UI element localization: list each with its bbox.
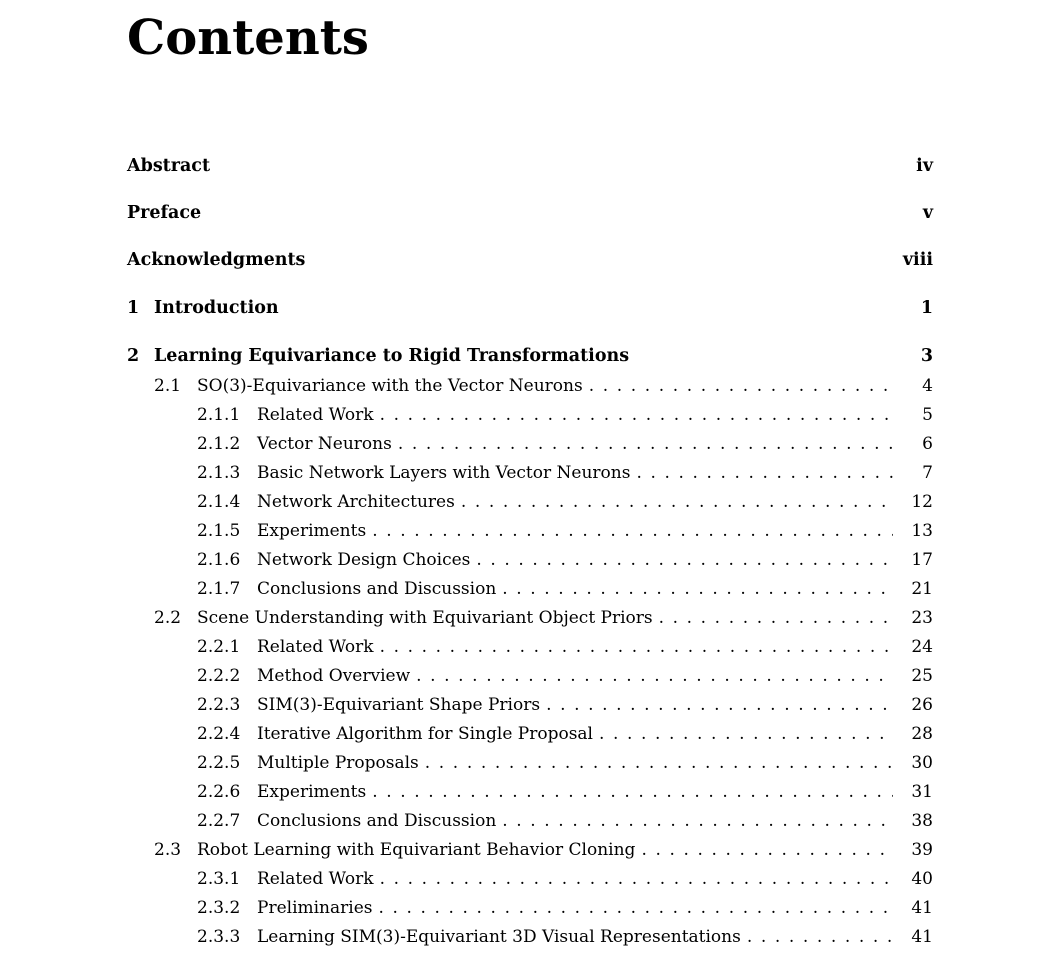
toc-section[interactable] <box>0 608 1063 632</box>
toc-entry-title: Related Work <box>257 637 380 657</box>
toc-subsection[interactable] <box>0 869 1063 893</box>
toc-entry-title-wrap <box>257 637 893 657</box>
toc-entry-page: 6 <box>922 434 933 454</box>
toc-chapter-1[interactable] <box>0 298 1063 322</box>
toc-section[interactable] <box>0 376 1063 400</box>
toc-entry-number: 2.2.4 <box>197 724 241 744</box>
toc-entry-title: Conclusions and Discussion <box>257 811 502 831</box>
toc-chapter-2[interactable] <box>0 346 1063 370</box>
dot-leader <box>502 579 893 599</box>
toc-entry-page: 13 <box>911 521 933 541</box>
toc-entry-page: 21 <box>911 579 933 599</box>
toc-entry-page: 30 <box>911 753 933 773</box>
toc-entry-title: Scene Understanding with Equivariant Object Priors <box>197 608 659 628</box>
toc-entry-number: 2.1.2 <box>197 434 241 454</box>
dot-leader <box>599 724 893 744</box>
dot-leader <box>425 753 893 773</box>
dot-leader <box>636 463 893 483</box>
toc-entry-title: Acknowledgments <box>127 250 306 270</box>
toc-subsection[interactable] <box>0 434 1063 458</box>
toc-chapter-title: Introduction <box>154 298 279 318</box>
toc-entry-title-wrap <box>257 927 893 947</box>
dot-leader <box>641 840 893 860</box>
toc-entry-number: 2.3.1 <box>197 869 241 889</box>
toc-entry-page: 41 <box>911 927 933 947</box>
toc-entry-title: Conclusions and Discussion <box>257 579 502 599</box>
toc-entry-title: SIM(3)-Equivariant Shape Priors <box>257 695 546 715</box>
toc-entry-number: 2.2.6 <box>197 782 241 802</box>
toc-entry-page: 41 <box>911 898 933 918</box>
toc-entry-title-wrap <box>257 405 893 425</box>
toc-entry-page: 4 <box>922 376 933 396</box>
toc-subsection[interactable] <box>0 927 1063 951</box>
toc-entry-number: 2.2.5 <box>197 753 241 773</box>
toc-entry-title-wrap <box>257 811 893 831</box>
toc-entry-number: 2.1.5 <box>197 521 241 541</box>
dot-leader <box>372 782 893 802</box>
toc-entry-page: v <box>922 203 933 223</box>
toc-entry-page: 7 <box>922 463 933 483</box>
toc-entry-page: 23 <box>911 608 933 628</box>
toc-section[interactable] <box>0 840 1063 864</box>
dot-leader <box>416 666 893 686</box>
toc-entry-title: Related Work <box>257 405 380 425</box>
toc-entry-title: Related Work <box>257 869 380 889</box>
toc-entry-number: 2.1.3 <box>197 463 241 483</box>
toc-entry-title-wrap <box>257 463 893 483</box>
toc-entry-title: Basic Network Layers with Vector Neurons <box>257 463 636 483</box>
toc-subsection[interactable] <box>0 550 1063 574</box>
toc-entry-title: Abstract <box>127 156 211 176</box>
toc-subsection[interactable] <box>0 782 1063 806</box>
dot-leader <box>379 898 894 918</box>
toc-entry-number: 2.3.3 <box>197 927 241 947</box>
toc-entry-page: 31 <box>911 782 933 802</box>
toc-subsection[interactable] <box>0 811 1063 835</box>
toc-entry-title-wrap <box>197 608 893 628</box>
toc-entry-number: 2.3.2 <box>197 898 241 918</box>
toc-entry-title-wrap <box>257 521 893 541</box>
dot-leader <box>747 927 893 947</box>
toc-entry-number: 2.2 <box>154 608 182 628</box>
toc-entry-page: 28 <box>911 724 933 744</box>
toc-subsection[interactable] <box>0 579 1063 603</box>
toc-subsection[interactable] <box>0 405 1063 429</box>
toc-entry-title-wrap <box>257 753 893 773</box>
toc-entry-number: 2.1.7 <box>197 579 241 599</box>
toc-entry-title: Preliminaries <box>257 898 379 918</box>
toc-entry-number: 2.2.2 <box>197 666 241 686</box>
toc-subsection[interactable] <box>0 753 1063 777</box>
toc-subsection[interactable] <box>0 695 1063 719</box>
toc-entry-number: 2.3 <box>154 840 182 860</box>
toc-subsection[interactable] <box>0 492 1063 516</box>
toc-subsection[interactable] <box>0 898 1063 922</box>
toc-entry-title: Iterative Algorithm for Single Proposal <box>257 724 599 744</box>
dot-leader <box>398 434 893 454</box>
dot-leader <box>372 521 893 541</box>
toc-entry-number: 2.2.7 <box>197 811 241 831</box>
toc-chapter-number: 2 <box>127 346 140 366</box>
toc-entry-page: 24 <box>911 637 933 657</box>
toc-entry-page: 38 <box>911 811 933 831</box>
toc-entry-title: Vector Neurons <box>257 434 398 454</box>
toc-entry-number: 2.1 <box>154 376 182 396</box>
toc-entry-title: Method Overview <box>257 666 416 686</box>
toc-entry-title: Robot Learning with Equivariant Behavior Cloning <box>197 840 641 860</box>
toc-subsection[interactable] <box>0 463 1063 487</box>
toc-entry-page: 25 <box>911 666 933 686</box>
toc-chapter-title: Learning Equivariance to Rigid Transformations <box>154 346 630 366</box>
toc-entry-title-wrap <box>257 869 893 889</box>
toc-entry-preface[interactable] <box>0 203 1063 227</box>
dot-leader <box>546 695 893 715</box>
toc-entry-title-wrap <box>257 898 893 918</box>
dot-leader <box>589 376 893 396</box>
dot-leader <box>380 405 893 425</box>
toc-chapter-number: 1 <box>127 298 140 318</box>
toc-entry-number: 2.1.6 <box>197 550 241 570</box>
toc-entry-title: Experiments <box>257 521 372 541</box>
toc-subsection[interactable] <box>0 666 1063 690</box>
toc-subsection[interactable] <box>0 637 1063 661</box>
dot-leader <box>502 811 893 831</box>
toc-entry-abstract[interactable] <box>0 156 1063 180</box>
toc-entry-title-wrap <box>257 782 893 802</box>
toc-entry-title: Experiments <box>257 782 372 802</box>
toc-entry-title: Network Architectures <box>257 492 461 512</box>
toc-entry-title: SO(3)-Equivariance with the Vector Neurons <box>197 376 589 396</box>
dot-leader <box>461 492 893 512</box>
dot-leader <box>380 637 893 657</box>
toc-entry-title-wrap <box>257 579 893 599</box>
toc-chapter-page: 3 <box>920 346 933 366</box>
toc-entry-title-wrap <box>197 376 893 396</box>
toc-entry-title: Multiple Proposals <box>257 753 425 773</box>
toc-entry-page: iv <box>916 156 933 176</box>
toc-entry-title-wrap <box>197 840 893 860</box>
toc-entry-number: 2.2.3 <box>197 695 241 715</box>
dot-leader <box>380 869 893 889</box>
toc-entry-title-wrap <box>257 695 893 715</box>
dot-leader <box>476 550 893 570</box>
toc-entry-title-wrap <box>257 724 893 744</box>
toc-entry-page: 40 <box>911 869 933 889</box>
toc-entry-title: Preface <box>127 203 202 223</box>
toc-entry-number: 2.1.4 <box>197 492 241 512</box>
page-title: Contents <box>127 10 369 66</box>
toc-entry-title-wrap <box>257 434 893 454</box>
toc-entry-page: 17 <box>911 550 933 570</box>
toc-entry-page: 26 <box>911 695 933 715</box>
toc-entry-page: 39 <box>911 840 933 860</box>
toc-entry-title: Network Design Choices <box>257 550 476 570</box>
toc-entry-acknowledgments[interactable] <box>0 250 1063 274</box>
toc-entry-page: 12 <box>911 492 933 512</box>
toc-chapter-page: 1 <box>920 298 933 318</box>
toc-entry-title-wrap <box>257 550 893 570</box>
toc-entry-number: 2.2.1 <box>197 637 241 657</box>
toc-entry-title: Learning SIM(3)-Equivariant 3D Visual Representations <box>257 927 747 947</box>
toc-subsection[interactable] <box>0 724 1063 748</box>
toc-entry-title-wrap <box>257 666 893 686</box>
toc-entry-title-wrap <box>257 492 893 512</box>
toc-entry-number: 2.1.1 <box>197 405 241 425</box>
toc-subsection[interactable] <box>0 521 1063 545</box>
toc-entry-page: viii <box>902 250 933 270</box>
dot-leader <box>659 608 893 628</box>
toc-entry-page: 5 <box>922 405 933 425</box>
